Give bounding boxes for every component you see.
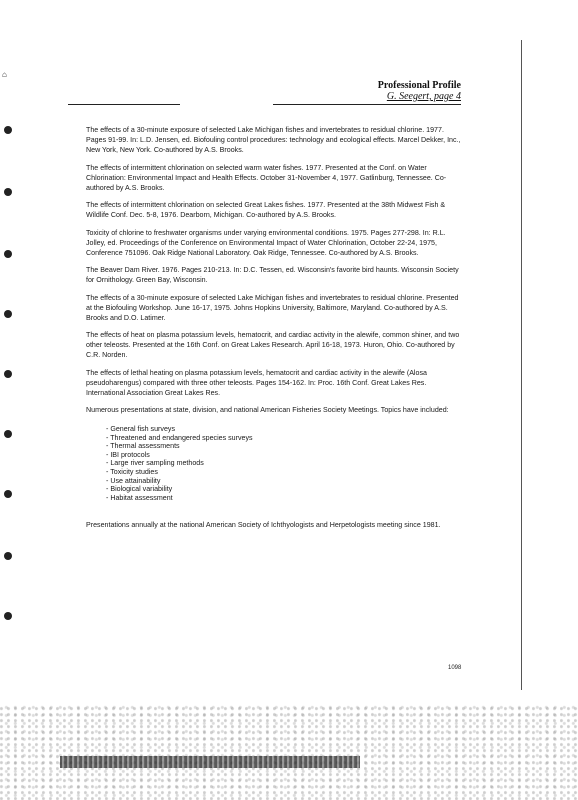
scan-bar	[60, 756, 360, 768]
binding-hole	[4, 250, 12, 258]
publication-entry: The effects of intermittent chlorination on selected warm water fishes. 1977. Presented at the Conf. on Water Chlorination: Environmental Impact and Health Effects. October 31-November 4, 1977. Gatlinburg, Tennessee. Co-authored by A.S. Brooks.	[86, 163, 447, 192]
binding-hole	[4, 310, 12, 318]
binding-hole	[4, 490, 12, 498]
binding-hole	[4, 552, 12, 560]
binding-hole	[4, 612, 12, 620]
page-header	[378, 80, 461, 102]
topic-item: - IBI protocols	[106, 450, 150, 459]
topic-item: - Biological variability	[106, 485, 173, 494]
header-rule-right	[273, 104, 461, 105]
publication-entry: The effects of a 30-minute exposure of selected Lake Michigan fishes and invertebrates to residual chlorine. 1977. Pages 91-99. In: L.D. Jensen, ed. Biofouling control procedures: technology and ecological effects. Marcel Dekker, Inc., New York, New York. Co-authored by A.S. Brooks.	[86, 126, 461, 154]
publication-entry: The effects of intermittent chlorination on selected Great Lakes fishes. 1977. Presented at the 38th Midwest Fish & Wildlife Conf. Dec. 5-8, 1976. Dearborn, Michigan. Co-authored by A.S. Brooks.	[86, 201, 446, 219]
page-number: 1098	[448, 665, 462, 671]
publication-entry: The Beaver Dam River. 1976. Pages 210-213. In: D.C. Tessen, ed. Wisconsin's favorite bird haunts. Wisconsin Society for Ornithology. Green Bay, Wisconsin.	[86, 266, 459, 284]
binding-hole	[4, 370, 12, 378]
header-rule-left	[68, 104, 180, 105]
topic-item: - General fish surveys	[106, 425, 175, 433]
page-edge	[521, 40, 522, 690]
publication-entry: Toxicity of chlorine to freshwater organisms under varying environmental conditions. 1975. Pages 277-298. In: R.L. Jolley, ed. Proceedings of the Conference on Environmental Impact of Water Chlorination, October 22-24, 1975, Conference 751096. Oak Ridge National Laboratory. Oak Ridge, Tennessee. Co-authored by A.S. Brooks.	[86, 228, 446, 257]
topic-item: - Threatened and endangered species surveys	[106, 433, 253, 442]
presentations-intro: Numerous presentations at state, division, and national American Fisheries Society Meetings. Topics have included:	[86, 406, 449, 414]
header-subtitle: G. Seegert, page 4	[386, 91, 461, 102]
topic-item: - Toxicity studies	[106, 467, 158, 476]
scan-mark: ⌂	[2, 70, 7, 79]
binding-hole	[4, 126, 12, 134]
closing-paragraph: Presentations annually at the national American Society of Ichthyologists and Herpetologists meeting since 1981.	[86, 521, 441, 530]
publication-entry: The effects of heat on plasma potassium levels, hematocrit, and cardiac activity in the alewife, common shiner, and two other teleosts. Presented at the 16th Conf. on Great Lakes Research. April 16-18, 1973. Huron, Ohio. Co-authored by C.R. Norden.	[86, 331, 460, 359]
binding-hole	[4, 430, 12, 438]
topic-item: - Habitat assessment	[106, 493, 173, 502]
publication-entry: The effects of a 30-minute exposure of selected Lake Michigan fishes and invertebrates to residual chlorine. Presented at the Biofouling Workshop. June 16-17, 1975. Johns Hopkins University, Baltimore, Maryland. Co-authored by A.S. Brooks and D.O. Latimer.	[86, 293, 459, 322]
scan-noise	[0, 705, 578, 800]
header-title: Professional Profile	[377, 80, 461, 91]
binding-hole	[4, 188, 12, 196]
topic-item: - Thermal assessments	[106, 442, 180, 451]
topic-item: - Large river sampling methods	[106, 459, 204, 468]
topic-item: - Use attainability	[106, 476, 161, 485]
publication-entry: The effects of lethal heating on plasma potassium levels, hematocrit and cardiac activity in the alewife (Alosa pseudoharengus) compared with three other teleosts. Pages 154-162. In: Proc. 16th Conf. Great Lakes Res. International Association Great Lakes Res.	[86, 368, 427, 397]
topics-list	[106, 425, 462, 502]
publication-list	[86, 125, 462, 538]
